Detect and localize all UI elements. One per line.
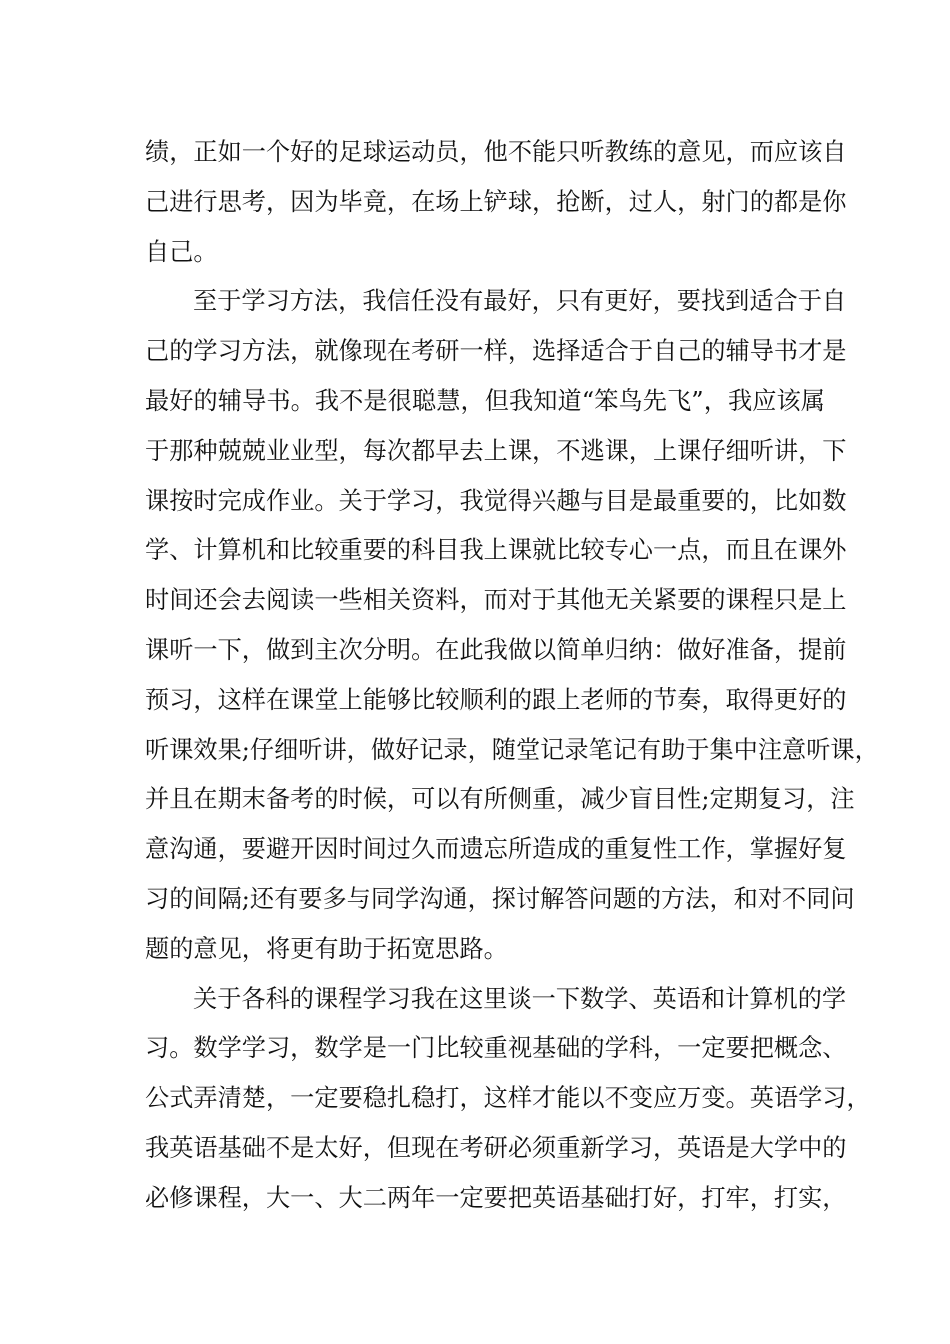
- text-line: 至于学习方法，我信任没有最好，只有更好，要找到适合于自: [193, 287, 847, 316]
- text-line: 学、计算机和比较重要的科目我上课就比较专心一点，而且在课外: [145, 536, 847, 565]
- text-line: 课按时完成作业。关于学习，我觉得兴趣与目是最重要的，比如数: [145, 486, 847, 515]
- text-line: 我英语基础不是太好，但现在考研必须重新学习，英语是大学中的: [145, 1133, 847, 1162]
- text-line: 绩，正如一个好的足球运动员，他不能只听教练的意见，而应该自: [145, 138, 847, 166]
- text-line: 预习，这样在课堂上能够比较顺利的跟上老师的节奏，取得更好的: [145, 685, 847, 714]
- text-line: 习的间隔;还有要多与同学沟通，探讨解答问题的方法，和对不同问: [145, 884, 855, 913]
- text-line: 己进行思考，因为毕竟，在场上铲球，抢断，过人，射门的都是你: [145, 187, 847, 216]
- text-line: 公式弄清楚，一定要稳扎稳打，这样才能以不变应万变。英语学习，: [145, 1084, 871, 1113]
- text-line: 于那种兢兢业业型，每次都早去上课，不逃课，上课仔细听讲，下: [145, 436, 847, 465]
- text-line: 习。数学学习，数学是一门比较重视基础的学科，一定要把概念、: [145, 1034, 847, 1063]
- document-body: [145, 128, 879, 1224]
- text-line: 必修课程，大一、大二两年一定要把英语基础打好，打牢，打实，: [145, 1183, 847, 1212]
- text-line: 时间还会去阅读一些相关资料，而对于其他无关紧要的课程只是上: [145, 586, 847, 615]
- text-line: 课听一下，做到主次分明。在此我做以简单归纳：做好准备，提前: [145, 635, 847, 664]
- text-line: 自己。: [145, 237, 218, 266]
- text-line: 听课效果;仔细听讲，做好记录，随堂记录笔记有助于集中注意听课，: [145, 735, 879, 764]
- text-line: 意沟通，要避开因时间过久而遗忘所造成的重复性工作，掌握好复: [145, 835, 847, 864]
- text-line: 关于各科的课程学习我在这里谈一下数学、英语和计算机的学: [193, 984, 847, 1013]
- text-line: 己的学习方法，就像现在考研一样，选择适合于自己的辅导书才是: [145, 337, 847, 366]
- text-line: 题的意见，将更有助于拓宽思路。: [145, 934, 508, 963]
- text-line: 最好的辅导书。我不是很聪慧，但我知道“笨鸟先飞”，我应该属: [145, 386, 825, 415]
- text-line: 并且在期末备考的时候，可以有所侧重，减少盲目性;定期复习，注: [145, 785, 855, 814]
